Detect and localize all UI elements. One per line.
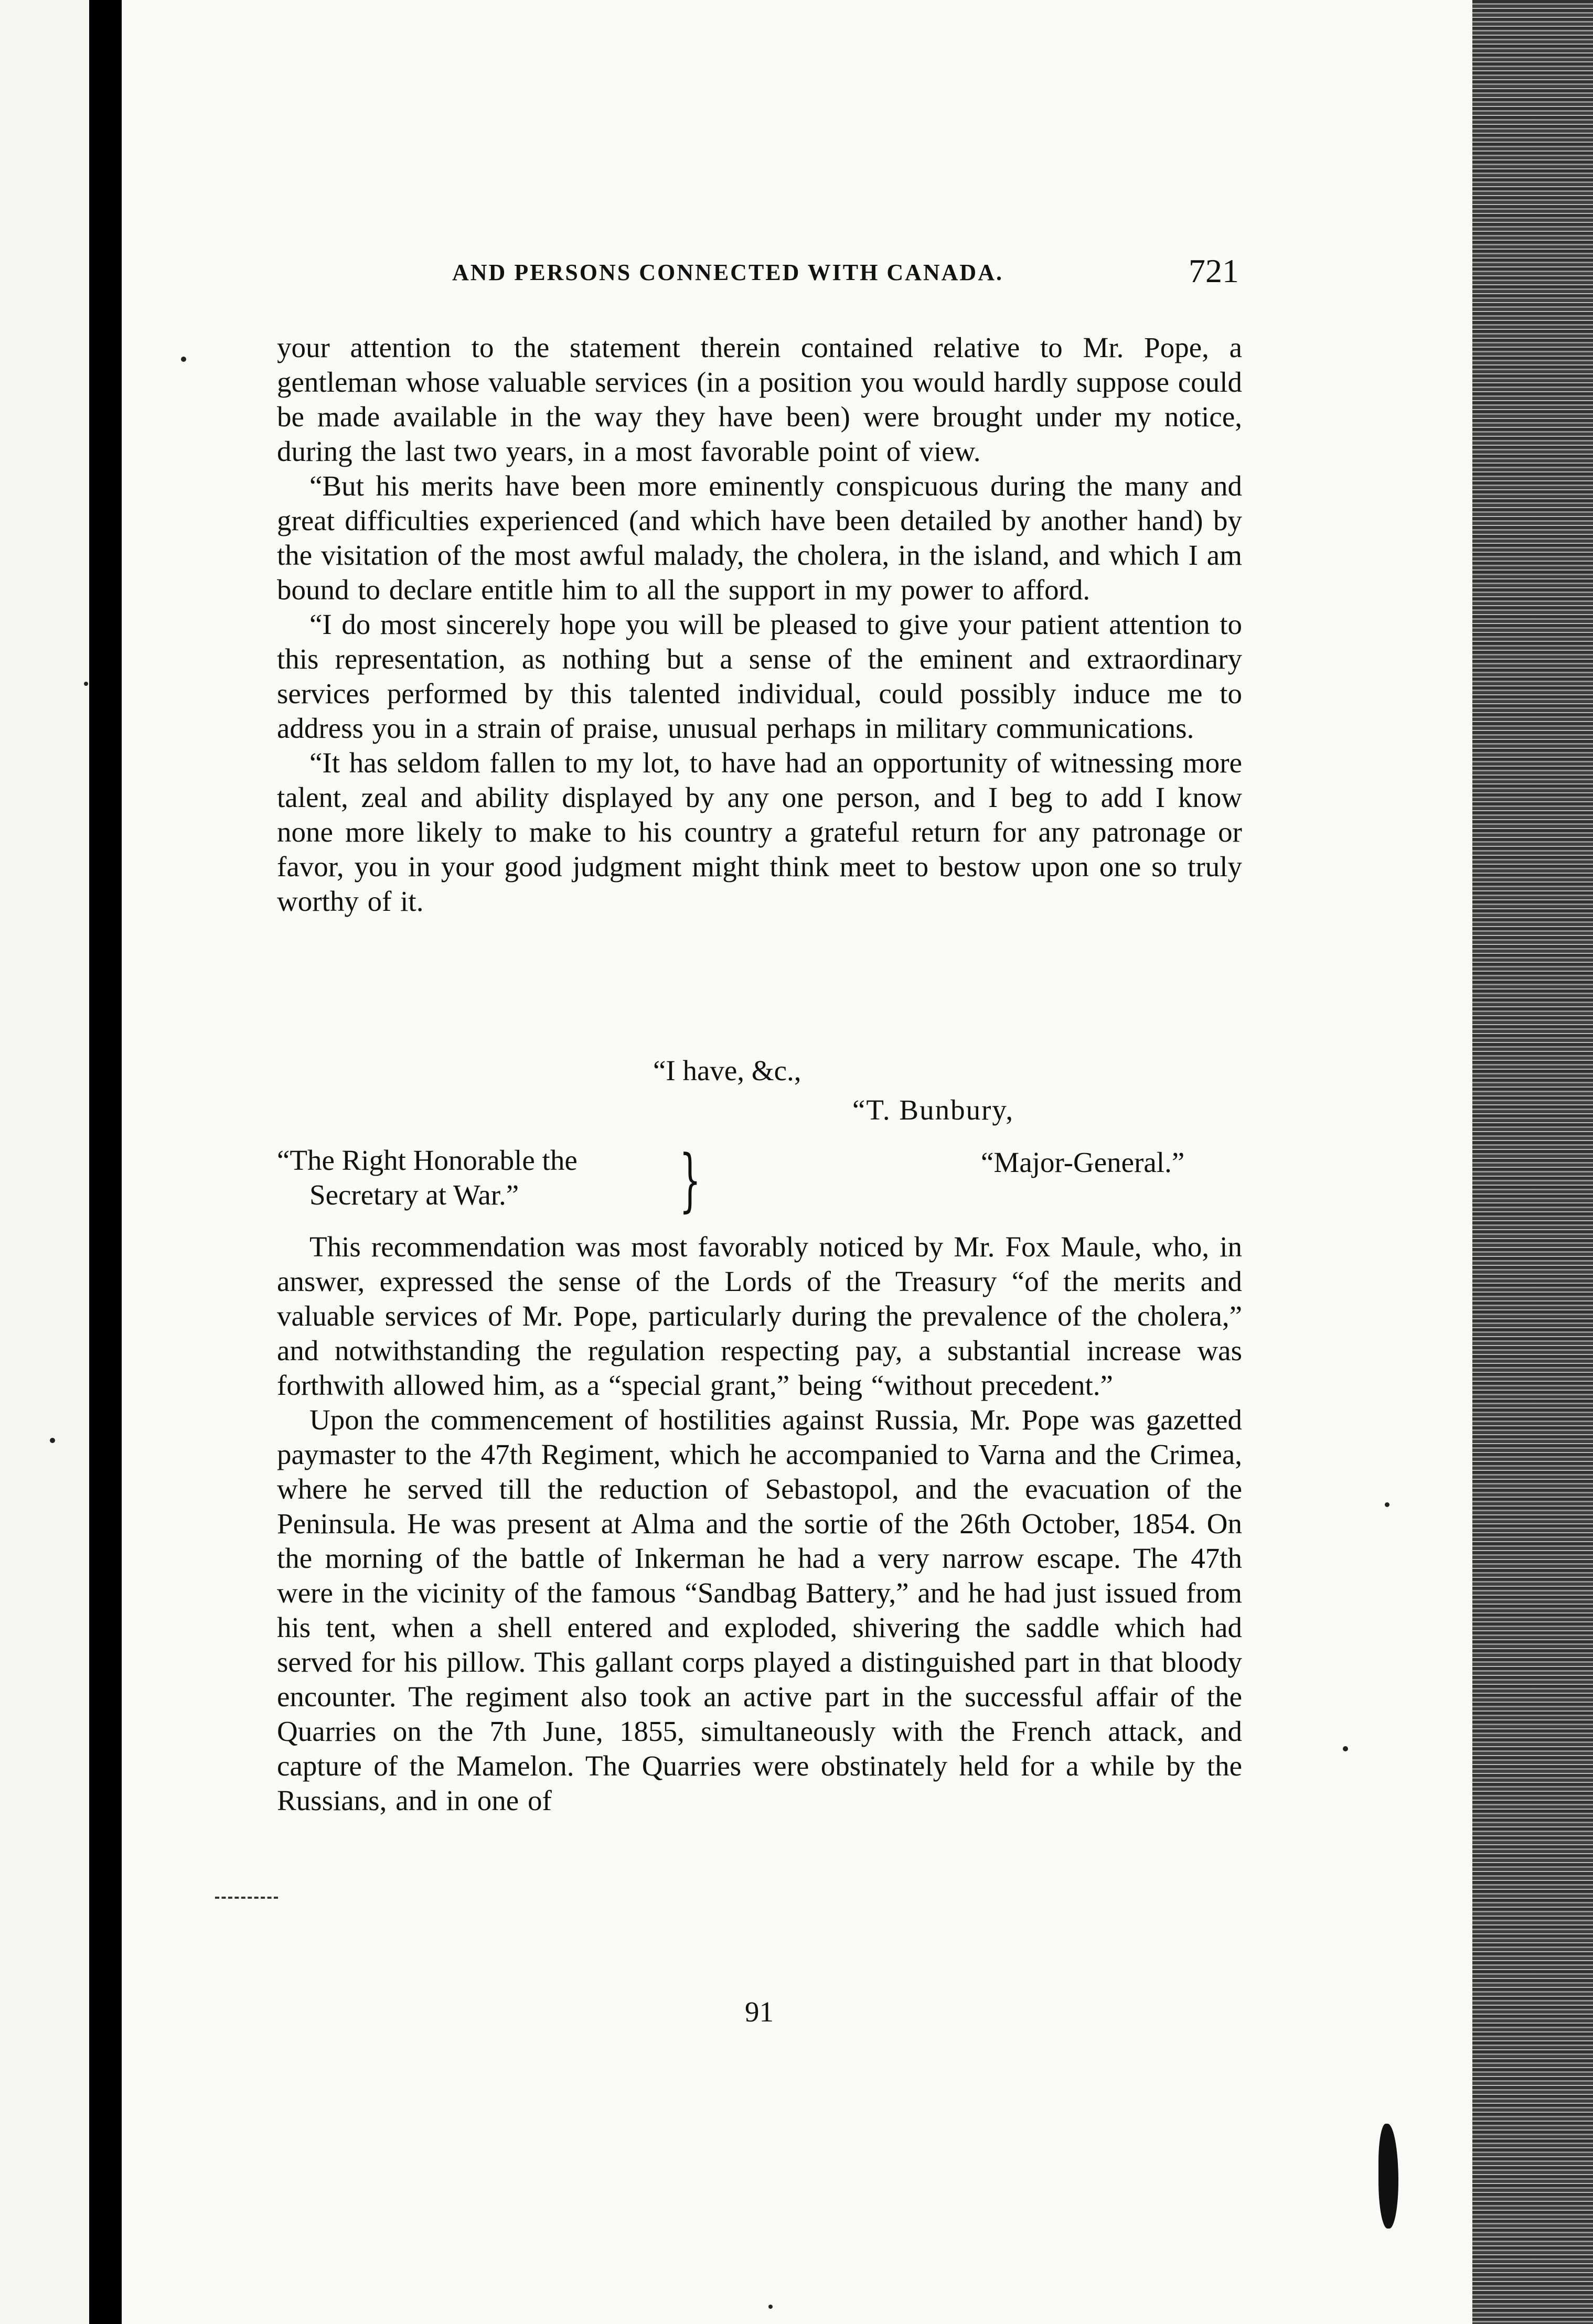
letter-addressee	[277, 1143, 578, 1212]
addressee-line-2: Secretary at War.”	[309, 1179, 519, 1211]
body-paragraph: This recommendation was most favorably noticed by Mr. Fox Maule, who, in answer, expressed the sense of the Lords of the Treasury “of the merits and valuable services of Mr. Pope, particularly during the prevalence of the cholera,” and notwithstanding the regulation respecting pay, a substantial increase was forthwith allowed him, as a “special grant,” being “without precedent.”	[277, 1231, 1242, 1401]
letter-paragraph: your attention to the statement therein contained relative to Mr. Pope, a gentleman whose valuable services (in a position you would hardly suppose could be made available in the way they have been) were brought under my notice, during the last two years, in a most favorable point of view.	[277, 331, 1242, 467]
speck	[768, 2305, 773, 2309]
scan-edge-right	[1472, 0, 1593, 2324]
addressee-line-1: “The Right Honorable the	[277, 1144, 578, 1176]
body-paragraph: Upon the commencement of hostilities against Russia, Mr. Pope was gazetted paymaster to the 47th Regiment, which he accompanied to Varna and the Crimea, where he served till the reduction of Sebastopol, and the evacuation of the Peninsula. He was present at Alma and the sortie of the 26th October, 1854. On the morning of the battle of Inkerman he had a very narrow escape. The 47th were in the vicinity of the famous “Sandbag Battery,” and he had just issued from his tent, when a shell entered and exploded, shivering the saddle which had served for his pillow. This gallant corps played a distinguished part in that bloody encounter. The regiment also took an active part in the successful affair of the Quarries on the 7th June, 1855, simultaneously with the French attack, and capture of the Mamelon. The Quarries were obstinately held for a while by the Russians, and in one of	[277, 1404, 1242, 1816]
letter-text	[277, 330, 1242, 919]
letter-paragraph: “It has seldom fallen to my lot, to have had an opportunity of witnessing more talent, zeal and ability displayed by any one person, and I beg to add I know none more likely to make to his country a grateful return for any patronage or favor, you in your good judgment might think meet to bestow upon one so truly worthy of it.	[277, 747, 1242, 917]
scan-border-left	[89, 0, 122, 2324]
margin-dash-mark	[215, 1897, 278, 1899]
letter-closing: “I have, &c.,	[653, 1055, 801, 1086]
letter-paragraph: “But his merits have been more eminently conspicuous during the many and great difficulties experienced (and which have been detailed by another hand) by the visitation of the most awful malady, the cholera, in the island, and which I am bound to declare entitle him to all the support in my power to afford.	[277, 470, 1242, 606]
signature-mark: 91	[745, 1996, 774, 2028]
page-number: 721	[1189, 252, 1239, 289]
letter-rank: “Major-General.”	[981, 1146, 1185, 1178]
body-text	[277, 1230, 1242, 1818]
running-head	[452, 252, 1239, 299]
speck	[1385, 1502, 1389, 1507]
letter-paragraph: “I do most sincerely hope you will be pleased to give your patient attention to this representation, as nothing but a sense of the eminent and extraordinary services performed by this talented individual, could possibly induce me to address you in a strain of praise, unusual perhaps in military communications.	[277, 608, 1242, 744]
speck	[1343, 1746, 1348, 1751]
speck	[50, 1438, 55, 1443]
brace-mark: }	[679, 1140, 701, 1220]
letter-signer: “T. Bunbury,	[852, 1094, 1014, 1126]
running-title: AND PERSONS CONNECTED WITH CANADA.	[452, 260, 1003, 285]
speck	[84, 682, 88, 686]
speck	[181, 357, 186, 362]
